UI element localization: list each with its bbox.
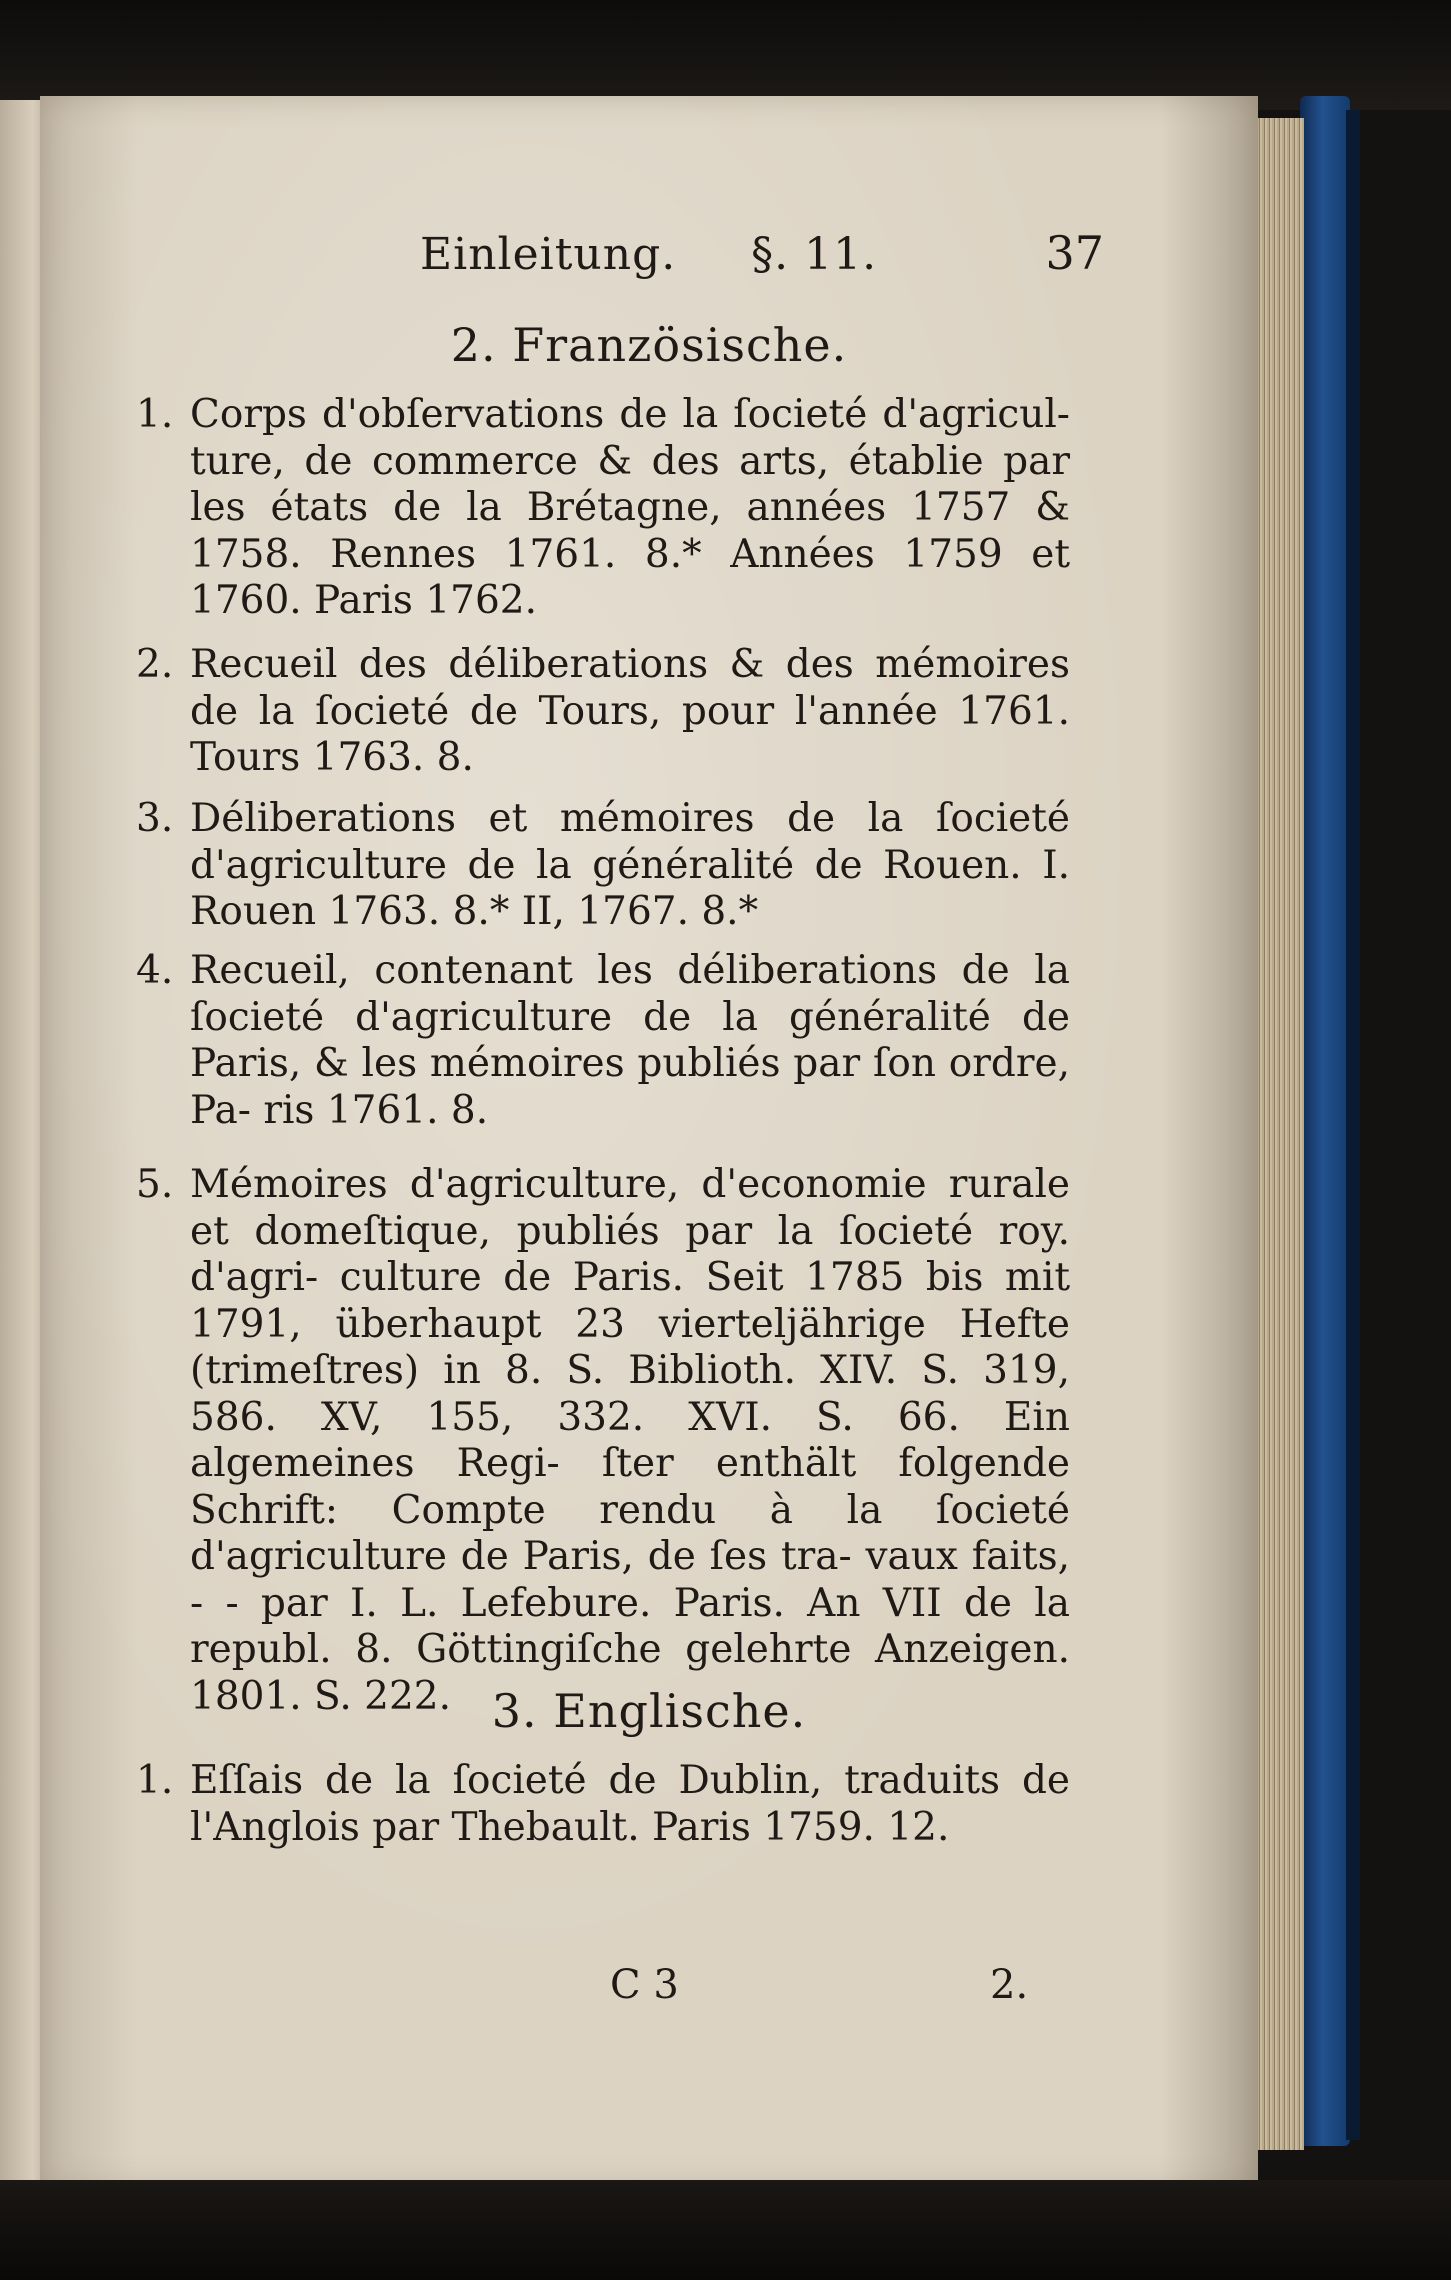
entry-text: Recueil, contenant les déliberations de la ſocieté d'agriculture de la généralité de Paris, & les mémoires publiés par ſon ordre, Pa- ris 1761. 8. <box>190 948 1070 1133</box>
entry-number: 5. <box>136 1162 174 1207</box>
entry-number: 3. <box>136 796 174 841</box>
section-heading: 2. Französische. <box>450 318 848 372</box>
background-top <box>0 0 1451 110</box>
running-header <box>420 226 1110 306</box>
entry-number: 2. <box>136 642 174 687</box>
entry <box>136 642 1070 782</box>
cover-edge <box>1346 110 1360 2140</box>
entry <box>136 796 1070 936</box>
entry <box>136 948 1070 1134</box>
catchword: 2. <box>990 1962 1029 2008</box>
entry-text: Corps d'obſervations de la ſocieté d'agricul- ture, de commerce & des arts, établie par les états de la Brétagne, années 1757 & 1758. Rennes 1761. 8.* Années 1759 et 1760. Paris 1762. <box>190 392 1070 623</box>
background-bottom <box>0 2180 1451 2280</box>
page-text <box>40 96 1258 2188</box>
entry <box>136 392 1070 625</box>
entry-text: Eſſais de la ſocieté de Dublin, traduits de l'Anglois par Thebault. Paris 1759. 12. <box>190 1758 1070 1850</box>
entry <box>136 1162 1070 1720</box>
signature-mark: C 3 <box>610 1962 679 2008</box>
entry-number: 1. <box>136 1758 174 1803</box>
entry-text: Recueil des déliberations & des mémoires de la ſocieté de Tours, pour l'année 1761. Tours 1763. 8. <box>190 642 1070 780</box>
entry-number: 1. <box>136 392 174 437</box>
entry <box>136 1758 1070 1851</box>
section-heading: 3. Englische. <box>491 1684 807 1738</box>
page-fore-edge <box>1252 118 1304 2150</box>
section-mark: §. 11. <box>751 229 878 280</box>
entry-text: Mémoires d'agriculture, d'economie rurale et domeſtique, publiés par la ſocieté roy. d'agri- culture de Paris. Seit 1785 bis mit 1791, überhaupt 23 vierteljährige Hefte (trimeſtres) in 8. S. Biblioth. XIV. S. 319, 586. XV, 155, 332. XVI. S. 66. Ein algemeines Regi- ſter enthält folgende Schrift: Compte rendu à la ſocieté d'agriculture de Paris, de ſes tra- vaux faits, - - par I. L. Lefebure. Paris. An VII de la republ. 8. Göttingiſche gelehrte Anzeigen. 1801. S. 222. <box>190 1162 1070 1719</box>
book-cover <box>1300 96 1350 2146</box>
running-head: Einleitung. <box>420 229 677 280</box>
entry-number: 4. <box>136 948 174 993</box>
entry-text: Déliberations et mémoires de la ſocieté d'agriculture de la généralité de Rouen. I. Rouen 1763. 8.* II, 1767. 8.* <box>190 796 1070 934</box>
page-number: 37 <box>1045 226 1104 280</box>
